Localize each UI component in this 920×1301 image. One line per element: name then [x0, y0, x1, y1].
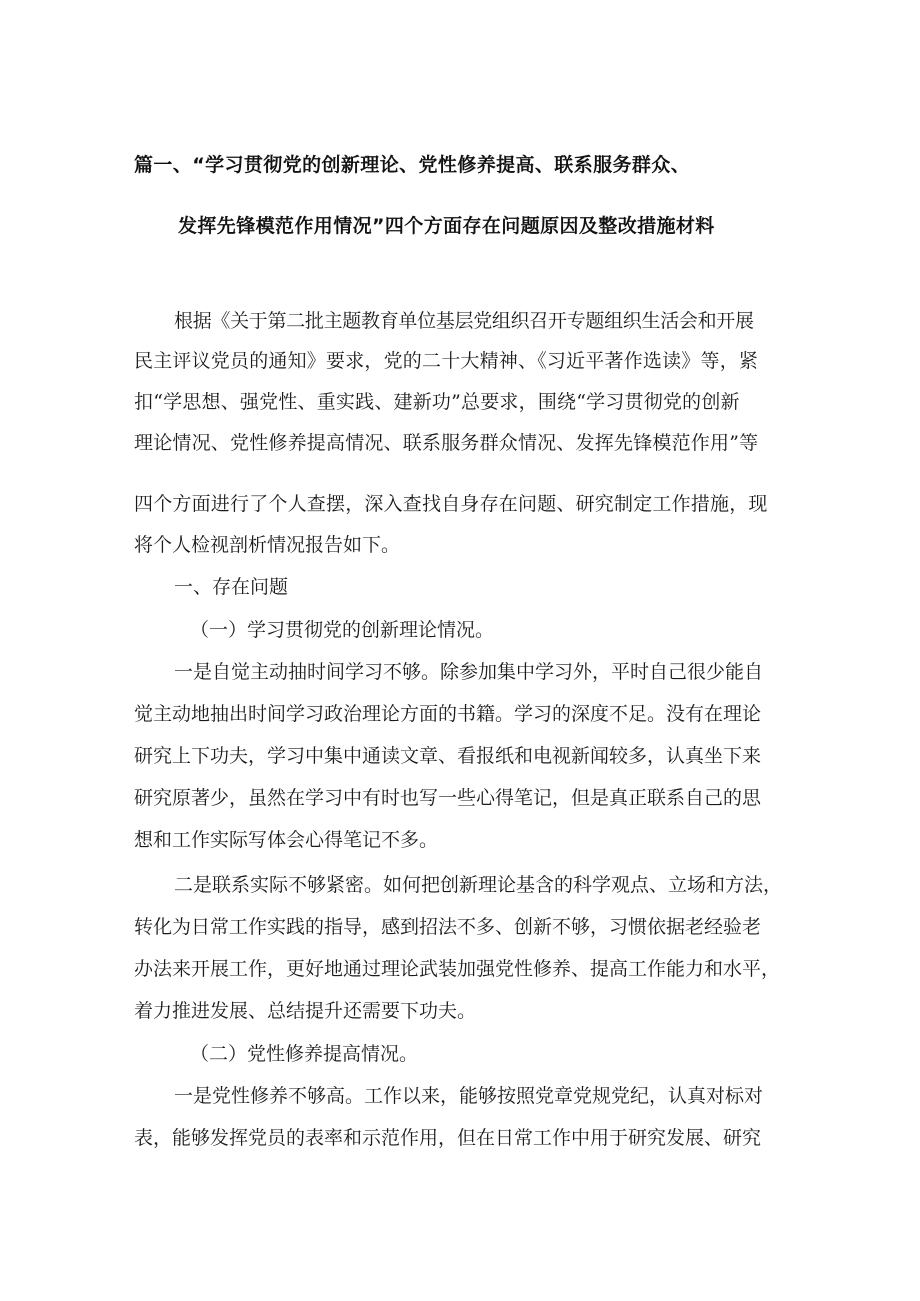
subsection-heading: （一）学习贯彻党的创新理论情况。 [190, 619, 495, 641]
paragraph-line: 觉主动地抽出时间学习政治理论方面的书籍。学习的深度不足。没有在理论 [134, 703, 762, 725]
paragraph-line: 二是联系实际不够紧密。如何把创新理论基含的科学观点、立场和方法， [174, 874, 783, 896]
paragraph-line: 一是自觉主动抽时间学习不够。除参加集中学习外，平时自己很少能自 [174, 661, 764, 683]
paragraph-line: 表，能够发挥党员的表率和示范作用，但在日常工作中用于研究发展、研究 [134, 1127, 762, 1149]
paragraph-line: 办法来开展工作，更好地通过理论武装加强党性修养、提高工作能力和水平， [134, 958, 781, 980]
paragraph-line: 研究原著少，虽然在学习中有时也写一些心得笔记，但是真正联系自己的思 [134, 787, 762, 809]
paragraph-line: 转化为日常工作实践的指导，感到招法不多、创新不够，习惯依据老经验老 [134, 916, 762, 938]
paragraph-line: 一是党性修养不够高。工作以来，能够按照党章党规党纪，认真对标对 [174, 1085, 764, 1107]
intro-line: 将个人检视剖析情况报告如下。 [134, 534, 401, 556]
paragraph-line: 想和工作实际写体会心得笔记不多。 [134, 829, 439, 851]
document-title-line-2: 发挥先锋模范作用情况”四个方面存在问题原因及整改措施材料 [178, 215, 715, 237]
document-title-line-1: 篇一、“学习贯彻党的创新理论、党性修养提高、联系服务群众、 [134, 154, 691, 176]
paragraph-line: 研究上下功夫，学习中集中通读文章、看报纸和电视新闻较多，认真坐下来 [134, 745, 762, 767]
paragraph-line: 着力推进发展、总结提升还需要下功夫。 [134, 1000, 477, 1022]
section-heading: 一、存在问题 [174, 576, 289, 598]
subsection-heading: （二）党性修养提高情况。 [190, 1043, 419, 1065]
intro-line: 四个方面进行了个人查摆，深入查找自身存在问题、研究制定工作措施，现 [134, 493, 768, 515]
intro-line: 理论情况、党性修养提高情况、联系服务群众情况、发挥先锋模范作用”等 [134, 432, 759, 454]
intro-line: 根据《关于第二批主题教育单位基层党组织召开专题组织生活会和开展 [174, 310, 754, 332]
intro-line: 民主评议党员的通知》要求，党的二十大精神、《习近平著作选读》等，紧 [134, 350, 759, 372]
intro-line: 扣“学思想、强党性、重实践、建新功”总要求，围绕“学习贯彻党的创新 [134, 391, 740, 413]
